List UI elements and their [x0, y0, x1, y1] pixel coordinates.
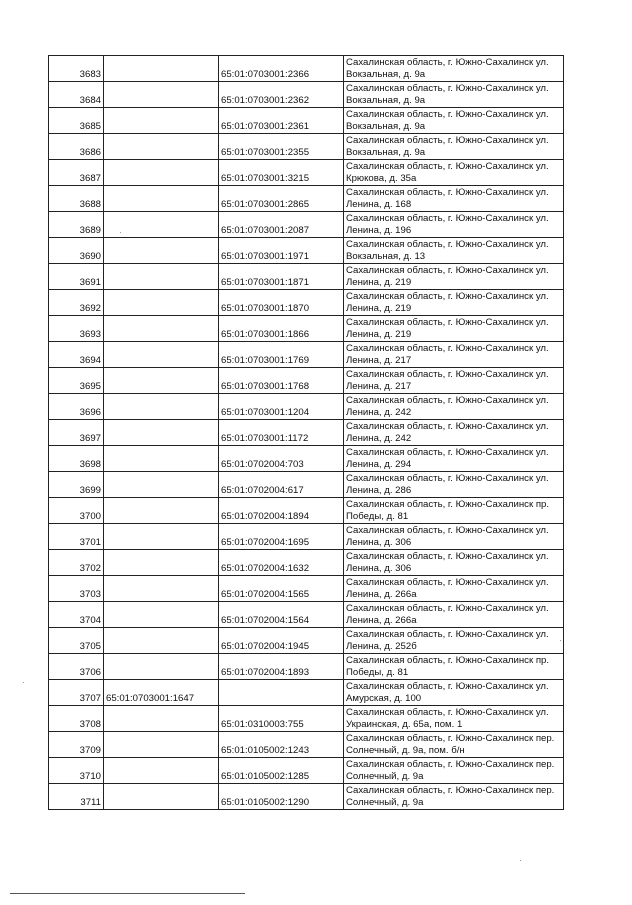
cadastral-number-a-cell	[104, 732, 219, 758]
address-line-street: Амурская, д. 100	[346, 693, 422, 704]
address-cell	[344, 576, 564, 602]
address-cell	[344, 524, 564, 550]
address-cell	[344, 420, 564, 446]
address-cell	[344, 706, 564, 732]
cadastral-number-a-cell	[104, 290, 219, 316]
table-row	[49, 498, 564, 524]
cadastral-number-a-cell	[104, 160, 219, 186]
address-line-region: Сахалинская область, г. Южно-Сахалинск пер.	[346, 785, 555, 796]
address-line-region: Сахалинская область, г. Южно-Сахалинск ул.	[346, 317, 549, 328]
table-row	[49, 82, 564, 108]
row-number-cell: 3709	[49, 732, 104, 758]
cadastral-number-b-cell: 65:01:0703001:2366	[219, 56, 344, 82]
address-line-region: Сахалинская область, г. Южно-Сахалинск пр.	[346, 655, 550, 666]
address-line-street: Солнечный, д. 9а	[346, 771, 424, 782]
cadastral-number-b-cell: 65:01:0703001:2362	[219, 82, 344, 108]
row-number-cell: 3693	[49, 316, 104, 342]
address-line-street: Ленина, д. 217	[346, 355, 412, 366]
address-line-region: Сахалинская область, г. Южно-Сахалинск ул.	[346, 135, 549, 146]
row-number-cell: 3692	[49, 290, 104, 316]
address-line-street: Ленина, д. 219	[346, 277, 412, 288]
cadastral-number-b-cell: 65:01:0702004:1564	[219, 602, 344, 628]
cadastral-number-a-cell	[104, 264, 219, 290]
scan-speck	[23, 682, 24, 683]
address-cell	[344, 212, 564, 238]
address-line-region: Сахалинская область, г. Южно-Сахалинск ул.	[346, 681, 549, 692]
address-line-street: Победы, д. 81	[346, 511, 409, 522]
address-cell	[344, 108, 564, 134]
cadastral-number-a-cell	[104, 368, 219, 394]
address-cell	[344, 316, 564, 342]
address-line-region: Сахалинская область, г. Южно-Сахалинск ул.	[346, 187, 549, 198]
cadastral-number-b-cell: 65:01:0702004:1945	[219, 628, 344, 654]
cadastral-number-b-cell: 65:01:0703001:2865	[219, 186, 344, 212]
address-line-street: Ленина, д. 266а	[346, 615, 417, 626]
address-cell	[344, 784, 564, 810]
cadastral-number-b-cell: 65:01:0310003:755	[219, 706, 344, 732]
cadastral-number-a-cell	[104, 186, 219, 212]
address-line-region: Сахалинская область, г. Южно-Сахалинск ул.	[346, 161, 549, 172]
address-line-street: Ленина, д. 168	[346, 199, 412, 210]
address-line-region: Сахалинская область, г. Южно-Сахалинск ул.	[346, 109, 549, 120]
table-row	[49, 316, 564, 342]
address-line-street: Ленина, д. 242	[346, 407, 412, 418]
cadastral-number-b-cell: 65:01:0105002:1290	[219, 784, 344, 810]
cadastral-number-b-cell: 65:01:0703001:1769	[219, 342, 344, 368]
cadastral-number-b-cell: 65:01:0702004:1893	[219, 654, 344, 680]
address-line-region: Сахалинская область, г. Южно-Сахалинск ул.	[346, 525, 549, 536]
cadastral-number-b-cell: 65:01:0703001:2355	[219, 134, 344, 160]
cadastral-number-a-cell	[104, 498, 219, 524]
address-cell	[344, 472, 564, 498]
address-cell	[344, 342, 564, 368]
cadastral-number-a-cell	[104, 212, 219, 238]
address-line-street: Вокзальная, д. 9а	[346, 95, 426, 106]
table-row	[49, 732, 564, 758]
cadastral-number-b-cell: 65:01:0703001:2361	[219, 108, 344, 134]
address-line-street: Ленина, д. 252б	[346, 641, 417, 652]
address-cell	[344, 56, 564, 82]
row-number-cell: 3686	[49, 134, 104, 160]
table-row	[49, 238, 564, 264]
row-number-cell: 3691	[49, 264, 104, 290]
address-cell	[344, 238, 564, 264]
row-number-cell: 3701	[49, 524, 104, 550]
cadastral-number-b-cell: 65:01:0703001:2087	[219, 212, 344, 238]
cadastral-number-a-cell	[104, 342, 219, 368]
address-line-street: Солнечный, д. 9а	[346, 797, 424, 808]
address-cell	[344, 186, 564, 212]
row-number-cell: 3696	[49, 394, 104, 420]
cadastral-number-b-cell: 65:01:0703001:1870	[219, 290, 344, 316]
scan-speck	[520, 860, 521, 861]
table-row	[49, 524, 564, 550]
address-line-region: Сахалинская область, г. Южно-Сахалинск ул.	[346, 603, 549, 614]
address-line-street: Вокзальная, д. 9а	[346, 69, 426, 80]
cadastral-number-a-cell	[104, 446, 219, 472]
address-cell	[344, 732, 564, 758]
address-cell	[344, 264, 564, 290]
address-line-region: Сахалинская область, г. Южно-Сахалинск ул.	[346, 83, 549, 94]
address-cell	[344, 160, 564, 186]
address-line-region: Сахалинская область, г. Южно-Сахалинск пер.	[346, 733, 555, 744]
address-cell	[344, 82, 564, 108]
address-cell	[344, 446, 564, 472]
cadastral-number-b-cell: 65:01:0702004:1894	[219, 498, 344, 524]
cadastral-number-a-cell	[104, 108, 219, 134]
address-line-region: Сахалинская область, г. Южно-Сахалинск ул.	[346, 239, 549, 250]
row-number-cell: 3711	[49, 784, 104, 810]
row-number-cell: 3707	[49, 680, 104, 706]
cadastral-number-b-cell: 65:01:0703001:3215	[219, 160, 344, 186]
row-number-cell: 3694	[49, 342, 104, 368]
row-number-cell: 3698	[49, 446, 104, 472]
address-line-street: Солнечный, д. 9а, пом. б/н	[346, 745, 465, 756]
address-line-region: Сахалинская область, г. Южно-Сахалинск ул.	[346, 343, 549, 354]
row-number-cell: 3710	[49, 758, 104, 784]
cadastral-number-a-cell	[104, 524, 219, 550]
cadastral-number-a-cell	[104, 758, 219, 784]
row-number-cell: 3695	[49, 368, 104, 394]
cadastral-number-a-cell	[104, 56, 219, 82]
address-line-region: Сахалинская область, г. Южно-Сахалинск ул.	[346, 447, 549, 458]
cadastral-number-a-cell	[104, 550, 219, 576]
row-number-cell: 3684	[49, 82, 104, 108]
row-number-cell: 3687	[49, 160, 104, 186]
row-number-cell: 3706	[49, 654, 104, 680]
address-cell	[344, 758, 564, 784]
cadastral-number-a-cell	[104, 706, 219, 732]
cadastral-number-a-cell	[104, 82, 219, 108]
cadastral-number-b-cell: 65:01:0703001:1871	[219, 264, 344, 290]
address-line-street: Ленина, д. 219	[346, 303, 412, 314]
address-cell	[344, 602, 564, 628]
address-cell	[344, 628, 564, 654]
address-cell	[344, 134, 564, 160]
table-row	[49, 290, 564, 316]
table-row	[49, 550, 564, 576]
table-row	[49, 160, 564, 186]
address-line-street: Ленина, д. 217	[346, 381, 412, 392]
row-number-cell: 3700	[49, 498, 104, 524]
table-row	[49, 472, 564, 498]
cadastral-number-b-cell: 65:01:0703001:1971	[219, 238, 344, 264]
address-line-street: Вокзальная, д. 9а	[346, 121, 426, 132]
table-row	[49, 576, 564, 602]
address-line-region: Сахалинская область, г. Южно-Сахалинск ул.	[346, 369, 549, 380]
row-number-cell: 3705	[49, 628, 104, 654]
address-line-street: Победы, д. 81	[346, 667, 409, 678]
cadastral-number-b-cell: 65:01:0703001:1866	[219, 316, 344, 342]
cadastral-number-b-cell: 65:01:0702004:1695	[219, 524, 344, 550]
address-cell	[344, 498, 564, 524]
table-row	[49, 108, 564, 134]
cadastral-number-a-cell	[104, 602, 219, 628]
address-line-region: Сахалинская область, г. Южно-Сахалинск ул.	[346, 291, 549, 302]
scan-speck	[560, 640, 561, 641]
cadastral-number-b-cell	[219, 680, 344, 706]
address-cell	[344, 654, 564, 680]
address-line-region: Сахалинская область, г. Южно-Сахалинск ул.	[346, 213, 549, 224]
scan-speck	[120, 232, 121, 233]
cadastral-number-a-cell	[104, 628, 219, 654]
address-line-street: Ленина, д. 219	[346, 329, 412, 340]
table-row	[49, 212, 564, 238]
cadastral-number-b-cell: 65:01:0105002:1243	[219, 732, 344, 758]
address-line-street: Вокзальная, д. 13	[346, 251, 426, 262]
table-row	[49, 602, 564, 628]
cadastral-number-a-cell: 65:01:0703001:1647	[104, 680, 219, 706]
row-number-cell: 3699	[49, 472, 104, 498]
table-row	[49, 680, 564, 706]
table-row	[49, 56, 564, 82]
address-line-region: Сахалинская область, г. Южно-Сахалинск ул.	[346, 473, 549, 484]
address-line-street: Ленина, д. 196	[346, 225, 412, 236]
table-row	[49, 784, 564, 810]
address-line-street: Украинская, д. 65а, пом. 1	[346, 719, 463, 730]
cadastral-number-b-cell: 65:01:0702004:1565	[219, 576, 344, 602]
address-line-region: Сахалинская область, г. Южно-Сахалинск пер.	[346, 759, 555, 770]
cadastral-number-a-cell	[104, 134, 219, 160]
address-cell	[344, 680, 564, 706]
address-cell	[344, 368, 564, 394]
footer-divider-line	[10, 893, 245, 894]
address-line-region: Сахалинская область, г. Южно-Сахалинск ул.	[346, 551, 549, 562]
row-number-cell: 3708	[49, 706, 104, 732]
cadastral-number-a-cell	[104, 784, 219, 810]
cadastral-number-a-cell	[104, 654, 219, 680]
row-number-cell: 3683	[49, 56, 104, 82]
row-number-cell: 3685	[49, 108, 104, 134]
cadastral-number-a-cell	[104, 394, 219, 420]
cadastral-number-b-cell: 65:01:0703001:1768	[219, 368, 344, 394]
address-line-street: Ленина, д. 294	[346, 459, 412, 470]
address-line-region: Сахалинская область, г. Южно-Сахалинск ул.	[346, 395, 549, 406]
cadastral-number-b-cell: 65:01:0702004:703	[219, 446, 344, 472]
table-row	[49, 342, 564, 368]
address-line-region: Сахалинская область, г. Южно-Сахалинск пр.	[346, 499, 550, 510]
address-line-region: Сахалинская область, г. Южно-Сахалинск ул.	[346, 629, 549, 640]
address-line-region: Сахалинская область, г. Южно-Сахалинск ул.	[346, 577, 549, 588]
table-row	[49, 420, 564, 446]
table-row	[49, 706, 564, 732]
cadastral-number-a-cell	[104, 472, 219, 498]
row-number-cell: 3704	[49, 602, 104, 628]
row-number-cell: 3697	[49, 420, 104, 446]
cadastral-number-a-cell	[104, 238, 219, 264]
address-line-street: Вокзальная, д. 9а	[346, 147, 426, 158]
table-row	[49, 186, 564, 212]
table-row	[49, 264, 564, 290]
cadastral-number-a-cell	[104, 316, 219, 342]
table-row	[49, 446, 564, 472]
row-number-cell: 3703	[49, 576, 104, 602]
address-line-street: Крюкова, д. 35а	[346, 173, 417, 184]
cadastral-number-b-cell: 65:01:0702004:617	[219, 472, 344, 498]
address-cell	[344, 394, 564, 420]
address-line-street: Ленина, д. 286	[346, 485, 412, 496]
row-number-cell: 3702	[49, 550, 104, 576]
address-line-region: Сахалинская область, г. Южно-Сахалинск ул.	[346, 707, 549, 718]
cadastral-number-b-cell: 65:01:0105002:1285	[219, 758, 344, 784]
table-row	[49, 758, 564, 784]
address-line-street: Ленина, д. 306	[346, 563, 412, 574]
table-row	[49, 394, 564, 420]
address-cell	[344, 550, 564, 576]
property-register-table	[48, 55, 564, 810]
table-row	[49, 368, 564, 394]
cadastral-number-b-cell: 65:01:0702004:1632	[219, 550, 344, 576]
cadastral-number-b-cell: 65:01:0703001:1204	[219, 394, 344, 420]
row-number-cell: 3690	[49, 238, 104, 264]
address-line-region: Сахалинская область, г. Южно-Сахалинск ул.	[346, 57, 549, 68]
address-line-street: Ленина, д. 266а	[346, 589, 417, 600]
cadastral-number-a-cell	[104, 576, 219, 602]
address-line-street: Ленина, д. 306	[346, 537, 412, 548]
cadastral-number-b-cell: 65:01:0703001:1172	[219, 420, 344, 446]
cadastral-number-a-cell	[104, 420, 219, 446]
address-cell	[344, 290, 564, 316]
address-line-region: Сахалинская область, г. Южно-Сахалинск ул.	[346, 421, 549, 432]
table-row	[49, 134, 564, 160]
table-row	[49, 654, 564, 680]
address-line-region: Сахалинская область, г. Южно-Сахалинск ул.	[346, 265, 549, 276]
row-number-cell: 3689	[49, 212, 104, 238]
table-row	[49, 628, 564, 654]
row-number-cell: 3688	[49, 186, 104, 212]
register-table-body	[49, 56, 564, 810]
address-line-street: Ленина, д. 242	[346, 433, 412, 444]
